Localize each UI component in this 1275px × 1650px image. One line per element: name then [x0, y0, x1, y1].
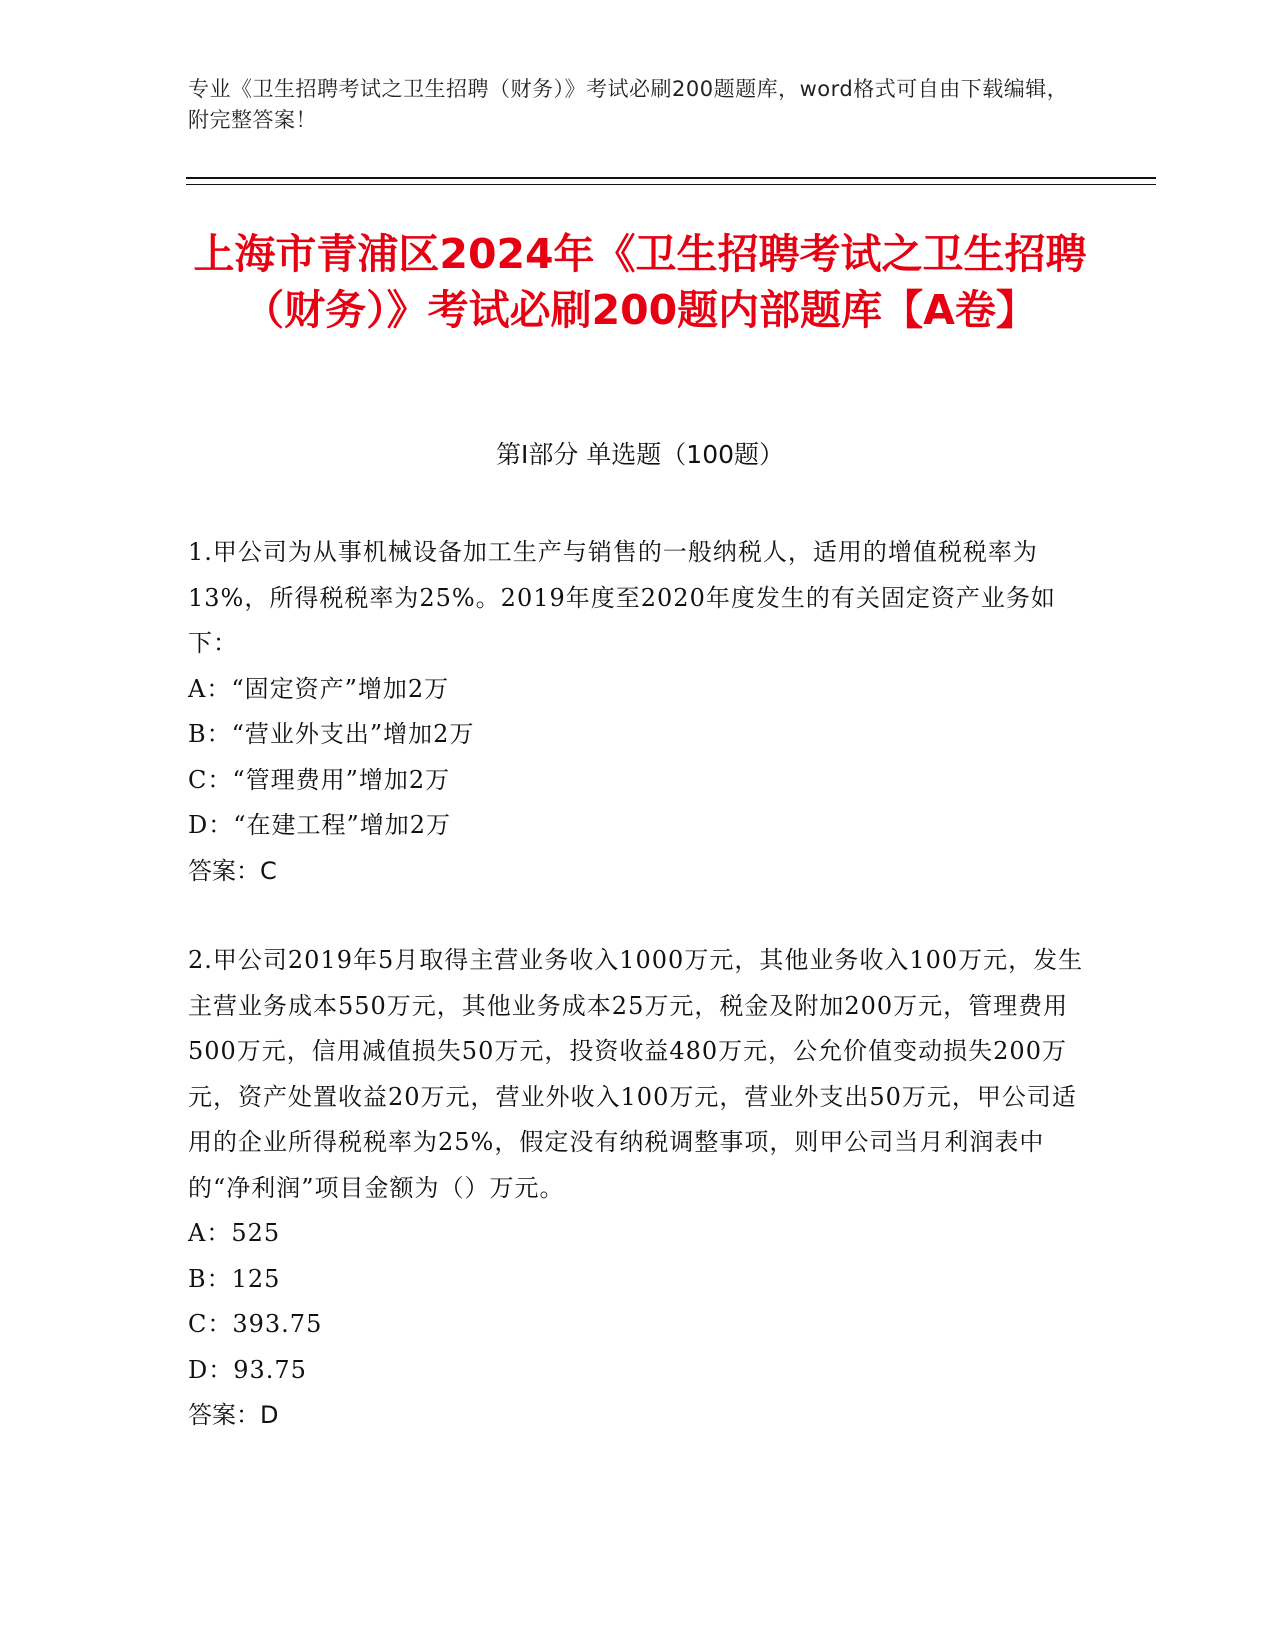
- answer-line: 答案：D: [188, 1401, 279, 1429]
- header-divider-thin: [186, 184, 1156, 185]
- question-stem: 1.甲公司为从事机械设备加工生产与销售的一般纳税人，适用的增值税税率为13%，所得税税率为25%。2019年度至2020年度发生的有关固定资产业务如下：: [188, 538, 1056, 657]
- section-title: 第I部分 单选题（100题）: [495, 440, 785, 469]
- option-d: D：93.75: [188, 1355, 307, 1384]
- option-a: A：525: [188, 1219, 281, 1247]
- document-title: 上海市青浦区2024年《卫生招聘考试之卫生招聘（财务）》考试必刷200题内部题库【A卷】: [193, 230, 1087, 334]
- option-c: C：“管理费用”增加2万: [188, 765, 451, 794]
- question-block: [188, 938, 1088, 1439]
- option-c: C：393.75: [188, 1310, 323, 1338]
- question-block: [188, 530, 1088, 894]
- header-note: 专业《卫生招聘考试之卫生招聘（财务）》考试必刷200题题库，word格式可自由下载编辑，附完整答案！: [188, 77, 1069, 132]
- question-stem: 2.甲公司2019年5月取得主营业务收入1000万元，其他业务收入100万元，发生主营业务成本550万元，其他业务成本25万元，税金及附加200万元，管理费用500万元，信用减值损失50万元，投资收益480万元，公允价值变动损失200万元，资产处置收益20万元，营业外收入100万元，营业外支出50万元，甲公司适用的企业所得税税率为25%，假定没有纳税调整事项，则甲公司当月利润表中的“净利润”项目金额为（）万元。: [188, 946, 1084, 1202]
- option-b: B：125: [188, 1264, 281, 1293]
- option-a: A：“固定资产”增加2万: [188, 674, 450, 703]
- header-divider-thick: [186, 177, 1156, 179]
- option-b: B：“营业外支出”增加2万: [188, 720, 475, 748]
- answer-line: 答案：C: [188, 856, 277, 885]
- option-d: D：“在建工程”增加2万: [188, 811, 452, 839]
